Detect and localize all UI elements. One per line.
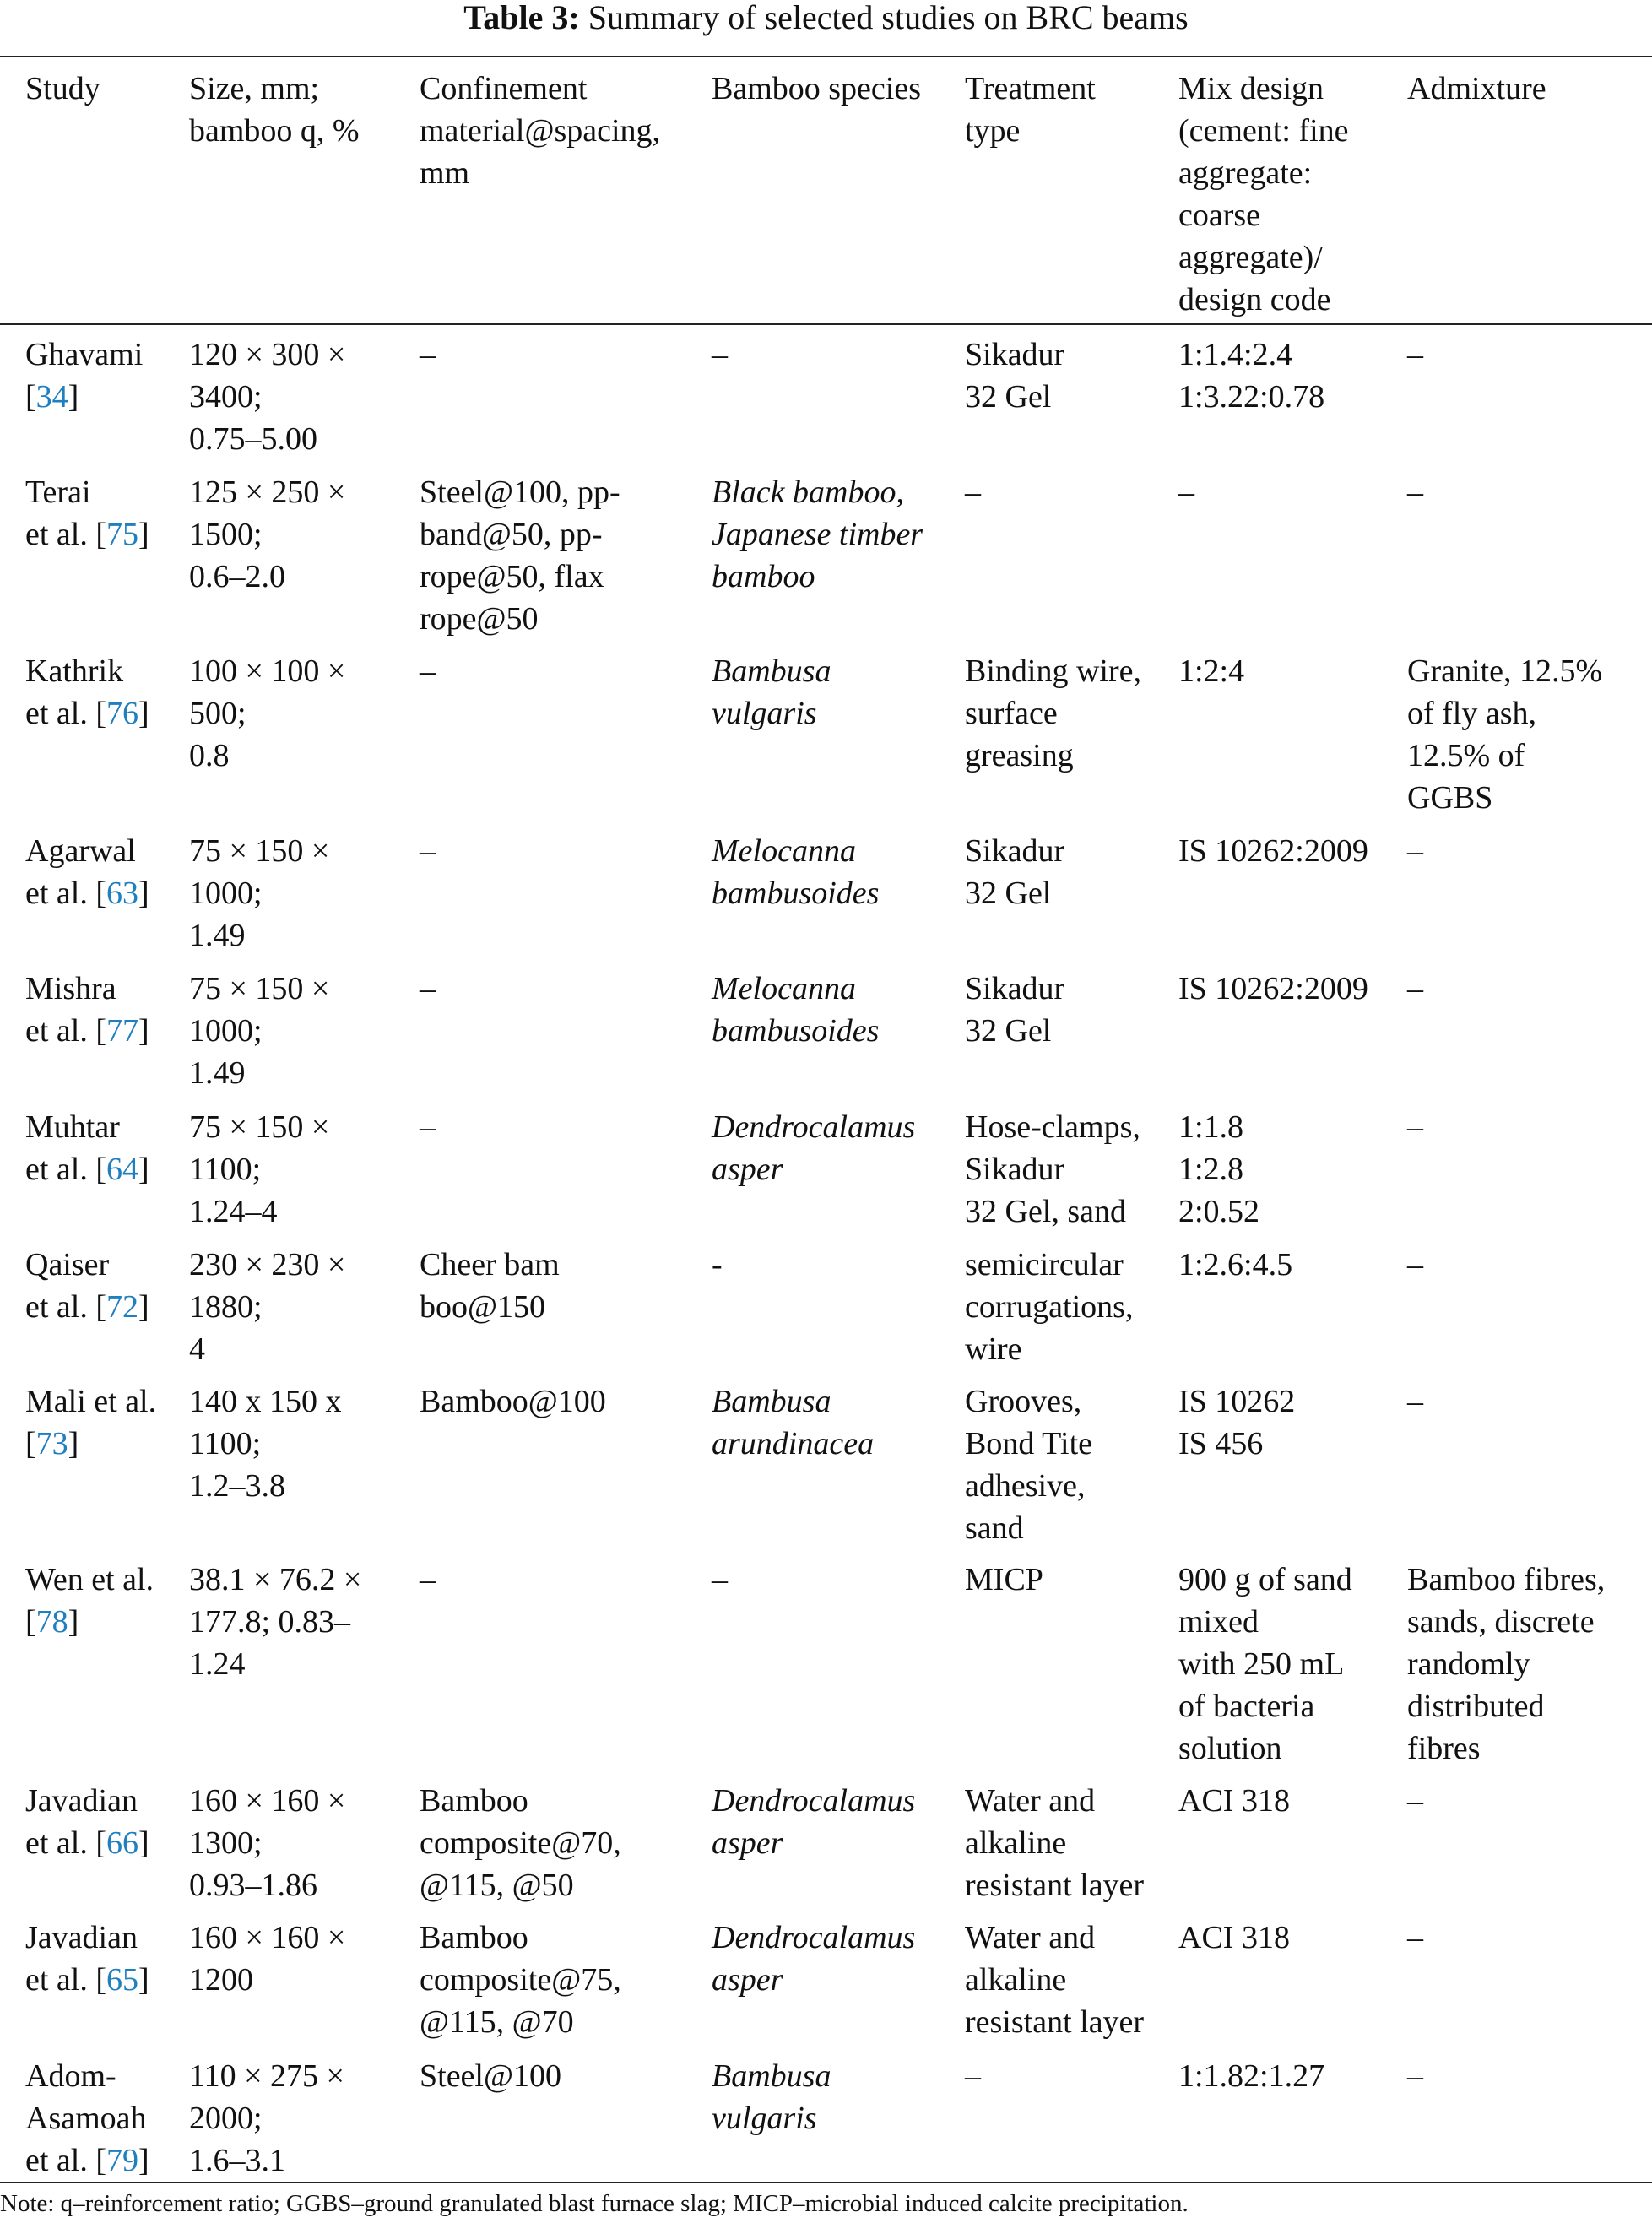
ref-bracket-close: ] xyxy=(138,1013,149,1049)
study-name: Mali et al. xyxy=(25,1384,157,1419)
study-cell xyxy=(25,650,149,735)
header-mix: Mix design (cement: fine aggregate: coarse aggregate)/ design code xyxy=(1178,71,1349,317)
table-note: Note: q–reinforcement ratio; GGBS–ground granulated blast furnace slag; MICP–microbial induced calcite precipitation. xyxy=(0,2190,1189,2217)
study-cell xyxy=(25,471,149,556)
ref-bracket-open: [ xyxy=(95,876,107,911)
mix-cell: 900 g of sand mixed with 250 mL of bacteria solution xyxy=(1178,1562,1352,1766)
admixture-cell: – xyxy=(1407,337,1423,372)
mix-cell: 1:1.82:1.27 xyxy=(1178,2058,1325,2094)
study-name: Ghavami xyxy=(25,337,144,372)
admixture-cell: – xyxy=(1407,1920,1423,1955)
bottom-rule xyxy=(0,2182,1652,2183)
mix-cell: IS 10262:2009 xyxy=(1178,971,1368,1006)
header-treatment: Treatment type xyxy=(965,71,1096,149)
size-cell: 125 × 250 × 1500; 0.6–2.0 xyxy=(189,474,346,594)
study-name: Javadian et al. xyxy=(25,1783,138,1861)
confinement-cell: Bamboo@100 xyxy=(420,1384,606,1419)
ref-bracket-open: [ xyxy=(95,696,107,731)
confinement-cell: – xyxy=(420,337,436,372)
confinement-cell: Bamboo composite@70, @115, @50 xyxy=(420,1783,621,1903)
reference-link[interactable]: 73 xyxy=(35,1426,68,1461)
reference-link[interactable]: 63 xyxy=(106,876,139,911)
study-cell xyxy=(25,1380,156,1465)
study-name: Agarwal et al. xyxy=(25,833,136,911)
mix-cell: 1:1.8 1:2.8 2:0.52 xyxy=(1178,1109,1260,1229)
study-cell xyxy=(25,1780,149,1864)
size-cell: 160 × 160 × 1300; 0.93–1.86 xyxy=(189,1783,346,1903)
admixture-cell: – xyxy=(1407,1247,1423,1282)
header-admixture: Admixture xyxy=(1407,71,1546,106)
size-cell: 230 × 230 × 1880; 4 xyxy=(189,1247,346,1367)
species-cell: – xyxy=(712,1562,728,1597)
treatment-cell: – xyxy=(965,474,981,510)
header-rule xyxy=(0,323,1652,325)
mix-cell: ACI 318 xyxy=(1178,1920,1290,1955)
reference-link[interactable]: 66 xyxy=(106,1825,139,1861)
admixture-cell: – xyxy=(1407,1783,1423,1819)
species-cell: Black bamboo, Japanese timber bamboo xyxy=(712,474,923,594)
confinement-cell: – xyxy=(420,833,436,869)
admixture-cell: Bamboo fibres, sands, discrete randomly distributed fibres xyxy=(1407,1562,1606,1766)
ref-bracket-close: ] xyxy=(138,2143,149,2178)
header-species: Bamboo species xyxy=(712,71,922,106)
admixture-cell: – xyxy=(1407,1109,1423,1145)
reference-link[interactable]: 65 xyxy=(106,1962,139,1998)
confinement-cell: – xyxy=(420,1562,436,1597)
ref-bracket-close: ] xyxy=(138,1825,149,1861)
confinement-cell: – xyxy=(420,653,436,689)
size-cell: 160 × 160 × 1200 xyxy=(189,1920,346,1998)
reference-link[interactable]: 78 xyxy=(35,1604,68,1640)
mix-cell: 1:2:4 xyxy=(1178,653,1245,689)
study-cell xyxy=(25,1559,154,1643)
species-cell: - xyxy=(712,1247,723,1282)
ref-bracket-close: ] xyxy=(68,1426,79,1461)
admixture-cell: – xyxy=(1407,2058,1423,2094)
ref-bracket-close: ] xyxy=(68,1604,79,1640)
confinement-cell: Steel@100, pp- band@50, pp- rope@50, flax rope@50 xyxy=(420,474,620,637)
mix-cell: ACI 318 xyxy=(1178,1783,1290,1819)
ref-bracket-close: ] xyxy=(138,1962,149,1998)
ref-bracket-close: ] xyxy=(138,696,149,731)
ref-bracket-open: [ xyxy=(95,1825,107,1861)
size-cell: 75 × 150 × 1000; 1.49 xyxy=(189,833,330,953)
reference-link[interactable]: 77 xyxy=(106,1013,139,1049)
top-rule xyxy=(0,56,1652,57)
ref-bracket-open: [ xyxy=(25,1604,36,1640)
table-caption xyxy=(0,0,1652,35)
reference-link[interactable]: 34 xyxy=(35,379,68,415)
mix-cell: 1:1.4:2.4 1:3.22:0.78 xyxy=(1178,337,1325,415)
species-cell: Bambusa vulgaris xyxy=(712,653,831,731)
mix-cell: IS 10262 IS 456 xyxy=(1178,1384,1296,1461)
study-name: Kathrik et al. xyxy=(25,653,124,731)
confinement-cell: Steel@100 xyxy=(420,2058,561,2094)
reference-link[interactable]: 75 xyxy=(106,517,139,552)
ref-bracket-open: [ xyxy=(95,2143,107,2178)
study-name: Adom- Asamoah et al. xyxy=(25,2058,147,2178)
treatment-cell: Grooves, Bond Tite adhesive, sand xyxy=(965,1384,1093,1546)
admixture-cell: – xyxy=(1407,833,1423,869)
confinement-cell: – xyxy=(420,971,436,1006)
mix-cell: 1:2.6:4.5 xyxy=(1178,1247,1293,1282)
study-cell xyxy=(25,1244,149,1328)
treatment-cell: MICP xyxy=(965,1562,1043,1597)
study-cell xyxy=(25,830,149,914)
treatment-cell: – xyxy=(965,2058,981,2094)
admixture-cell: – xyxy=(1407,474,1423,510)
size-cell: 140 x 150 x 1100; 1.2–3.8 xyxy=(189,1384,342,1504)
size-cell: 110 × 275 × 2000; 1.6–3.1 xyxy=(189,2058,344,2178)
ref-bracket-close: ] xyxy=(138,517,149,552)
study-name: Terai et al. xyxy=(25,474,91,552)
reference-link[interactable]: 64 xyxy=(106,1152,139,1187)
study-cell xyxy=(25,968,149,1052)
treatment-cell: Water and alkaline resistant layer xyxy=(965,1783,1145,1903)
ref-bracket-close: ] xyxy=(138,1152,149,1187)
study-cell xyxy=(25,1106,149,1190)
treatment-cell: Hose-clamps, Sikadur 32 Gel, sand xyxy=(965,1109,1140,1229)
ref-bracket-open: [ xyxy=(95,1152,107,1187)
treatment-cell: semicircular corrugations, wire xyxy=(965,1247,1134,1367)
ref-bracket-open: [ xyxy=(95,517,107,552)
study-cell xyxy=(25,333,143,418)
species-cell: Dendrocalamus asper xyxy=(712,1783,916,1861)
species-cell: Dendrocalamus asper xyxy=(712,1109,916,1187)
study-name: Muhtar et al. xyxy=(25,1109,120,1187)
size-cell: 75 × 150 × 1100; 1.24–4 xyxy=(189,1109,330,1229)
treatment-cell: Binding wire, surface greasing xyxy=(965,653,1141,773)
ref-bracket-open: [ xyxy=(25,379,36,415)
treatment-cell: Sikadur 32 Gel xyxy=(965,971,1065,1049)
treatment-cell: Sikadur 32 Gel xyxy=(965,833,1065,911)
header-size xyxy=(189,68,360,152)
ref-bracket-close: ] xyxy=(138,1289,149,1325)
study-name: Qaiser et al. xyxy=(25,1247,110,1325)
species-cell: Bambusa arundinacea xyxy=(712,1384,875,1461)
study-cell xyxy=(25,1917,149,2001)
species-cell: – xyxy=(712,337,728,372)
size-cell: 120 × 300 × 3400; 0.75–5.00 xyxy=(189,337,346,457)
mix-cell: – xyxy=(1178,474,1194,510)
species-cell: Bambusa vulgaris xyxy=(712,2058,831,2136)
study-name: Mishra et al. xyxy=(25,971,116,1049)
reference-link[interactable]: 72 xyxy=(106,1289,139,1325)
study-name: Wen et al. xyxy=(25,1562,154,1597)
admixture-cell: Granite, 12.5% of fly ash, 12.5% of GGBS xyxy=(1407,653,1603,816)
table-title: Summary of selected studies on BRC beams xyxy=(588,0,1189,36)
mix-cell: IS 10262:2009 xyxy=(1178,833,1368,869)
confinement-cell: Bamboo composite@75, @115, @70 xyxy=(420,1920,621,2040)
ref-bracket-open: [ xyxy=(95,1962,107,1998)
ref-bracket-open: [ xyxy=(95,1289,107,1325)
confinement-cell: – xyxy=(420,1109,436,1145)
ref-bracket-open: [ xyxy=(25,1426,36,1461)
reference-link[interactable]: 79 xyxy=(106,2143,139,2178)
species-cell: Melocanna bambusoides xyxy=(712,833,880,911)
admixture-cell: – xyxy=(1407,1384,1423,1419)
treatment-cell: Sikadur 32 Gel xyxy=(965,337,1065,415)
header-confinement: Confinement material@spacing, mm xyxy=(420,71,661,191)
study-name: Javadian et al. xyxy=(25,1920,138,1998)
size-cell: 38.1 × 76.2 × 177.8; 0.83– 1.24 xyxy=(189,1562,362,1682)
ref-bracket-close: ] xyxy=(68,379,79,415)
size-cell: 75 × 150 × 1000; 1.49 xyxy=(189,971,330,1091)
header-size-text: Size, mm; bamboo q, % xyxy=(189,71,360,149)
ref-bracket-close: ] xyxy=(138,876,149,911)
ref-bracket-open: [ xyxy=(95,1013,107,1049)
treatment-cell: Water and alkaline resistant layer xyxy=(965,1920,1145,2040)
header-study: Study xyxy=(25,71,100,106)
confinement-cell: Cheer bam boo@150 xyxy=(420,1247,560,1325)
admixture-cell: – xyxy=(1407,971,1423,1006)
table-label: Table 3: xyxy=(463,0,580,36)
study-cell xyxy=(25,2055,149,2182)
size-cell: 100 × 100 × 500; 0.8 xyxy=(189,653,346,773)
reference-link[interactable]: 76 xyxy=(106,696,139,731)
species-cell: Melocanna bambusoides xyxy=(712,971,880,1049)
species-cell: Dendrocalamus asper xyxy=(712,1920,916,1998)
